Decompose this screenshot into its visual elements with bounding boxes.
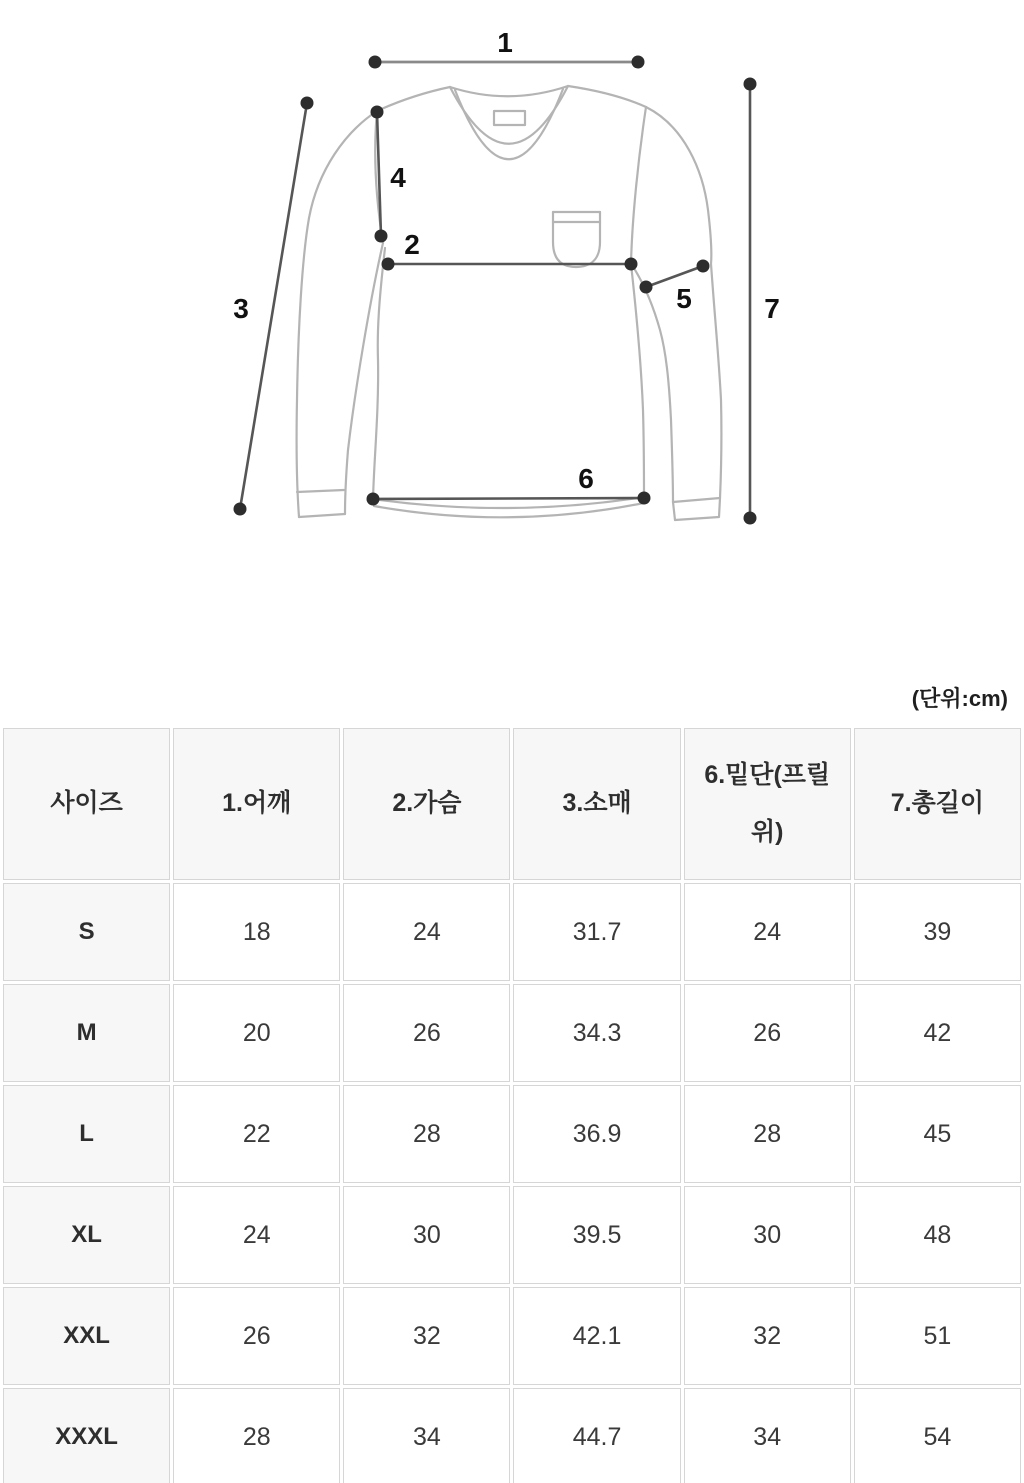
right-cuff-side	[673, 502, 675, 520]
table-row-xl	[3, 1186, 1021, 1284]
cell-value: 28	[173, 1388, 340, 1483]
size-label: L	[3, 1085, 170, 1183]
size-label: XXL	[3, 1287, 170, 1385]
size-label: XL	[3, 1186, 170, 1284]
cell-value: 26	[343, 984, 510, 1082]
callout-6: 6	[578, 463, 594, 494]
dot	[640, 281, 653, 294]
cell-value: 39	[854, 883, 1021, 981]
chest-pocket	[553, 212, 600, 267]
dot	[369, 56, 382, 69]
left-shoulder-seam	[377, 87, 450, 111]
right-cuff-seam	[673, 498, 720, 502]
left-sleeve-outer	[297, 111, 377, 517]
cell-value: 18	[173, 883, 340, 981]
header-total-length: 7.총길이	[854, 728, 1021, 880]
callout-4: 4	[390, 162, 406, 193]
header-sleeve: 3.소매	[513, 728, 680, 880]
cell-value: 54	[854, 1388, 1021, 1483]
table-row-m	[3, 984, 1021, 1082]
size-table-head	[3, 728, 1021, 880]
back-neck-line	[450, 86, 568, 96]
cell-value: 30	[684, 1186, 851, 1284]
cell-value: 42	[854, 984, 1021, 1082]
size-table-body	[3, 883, 1021, 1483]
cell-value: 36.9	[513, 1085, 680, 1183]
size-table	[0, 725, 1024, 1483]
right-sleeve-inner	[632, 265, 673, 502]
cell-value: 32	[343, 1287, 510, 1385]
tshirt-outline	[297, 86, 722, 520]
table-row-s	[3, 883, 1021, 981]
cell-value: 32	[684, 1287, 851, 1385]
cell-value: 34	[343, 1388, 510, 1483]
dot	[632, 56, 645, 69]
cell-value: 34	[684, 1388, 851, 1483]
dot	[744, 512, 757, 525]
size-label: M	[3, 984, 170, 1082]
cell-value: 34.3	[513, 984, 680, 1082]
dot	[367, 493, 380, 506]
cell-value: 31.7	[513, 883, 680, 981]
header-size: 사이즈	[3, 728, 170, 880]
tshirt-diagram-svg	[0, 0, 1024, 658]
dot	[625, 258, 638, 271]
table-row-l	[3, 1085, 1021, 1183]
garment-measurement-diagram	[0, 0, 1024, 658]
callout-2: 2	[404, 229, 420, 260]
size-label: XXXL	[3, 1388, 170, 1483]
measure-line-5-sleeve-width	[646, 266, 703, 287]
cell-value: 28	[684, 1085, 851, 1183]
cell-value: 26	[684, 984, 851, 1082]
cell-value: 24	[173, 1186, 340, 1284]
callout-3: 3	[233, 293, 249, 324]
cell-value: 28	[343, 1085, 510, 1183]
dot	[382, 258, 395, 271]
body-right-side	[631, 264, 644, 497]
cell-value: 42.1	[513, 1287, 680, 1385]
cell-value: 20	[173, 984, 340, 1082]
table-row-xxxl	[3, 1388, 1021, 1483]
dot	[301, 97, 314, 110]
left-cuff-bottom	[299, 514, 345, 517]
cell-value: 24	[343, 883, 510, 981]
unit-note: (단위:cm)	[911, 686, 1008, 711]
size-label: S	[3, 883, 170, 981]
measure-line-6-hem	[373, 498, 644, 499]
dot	[744, 78, 757, 91]
cell-value: 45	[854, 1085, 1021, 1183]
table-row-xxl	[3, 1287, 1021, 1385]
cell-value: 24	[684, 883, 851, 981]
dot	[375, 230, 388, 243]
cell-value: 22	[173, 1085, 340, 1183]
header-hem: 6.밑단(프릴 위)	[684, 728, 851, 880]
cell-value: 39.5	[513, 1186, 680, 1284]
dot	[371, 106, 384, 119]
header-row	[3, 728, 1021, 880]
left-cuff-seam	[297, 490, 344, 492]
header-shoulder: 1.어깨	[173, 728, 340, 880]
neck-label-tag	[494, 111, 525, 125]
header-chest: 2.가슴	[343, 728, 510, 880]
right-armhole-seam	[631, 107, 646, 264]
cell-value: 51	[854, 1287, 1021, 1385]
callout-1: 1	[497, 27, 513, 58]
dot	[638, 492, 651, 505]
callout-5: 5	[676, 283, 692, 314]
dot	[697, 260, 710, 273]
callout-7: 7	[764, 293, 780, 324]
hem-frill-curve	[374, 503, 644, 517]
right-shoulder-seam	[568, 86, 646, 107]
measure-lines	[240, 62, 750, 518]
cell-value: 26	[173, 1287, 340, 1385]
cell-value: 44.7	[513, 1388, 680, 1483]
neckline-outer	[450, 86, 568, 144]
dot	[234, 503, 247, 516]
cell-value: 30	[343, 1186, 510, 1284]
cell-value: 48	[854, 1186, 1021, 1284]
